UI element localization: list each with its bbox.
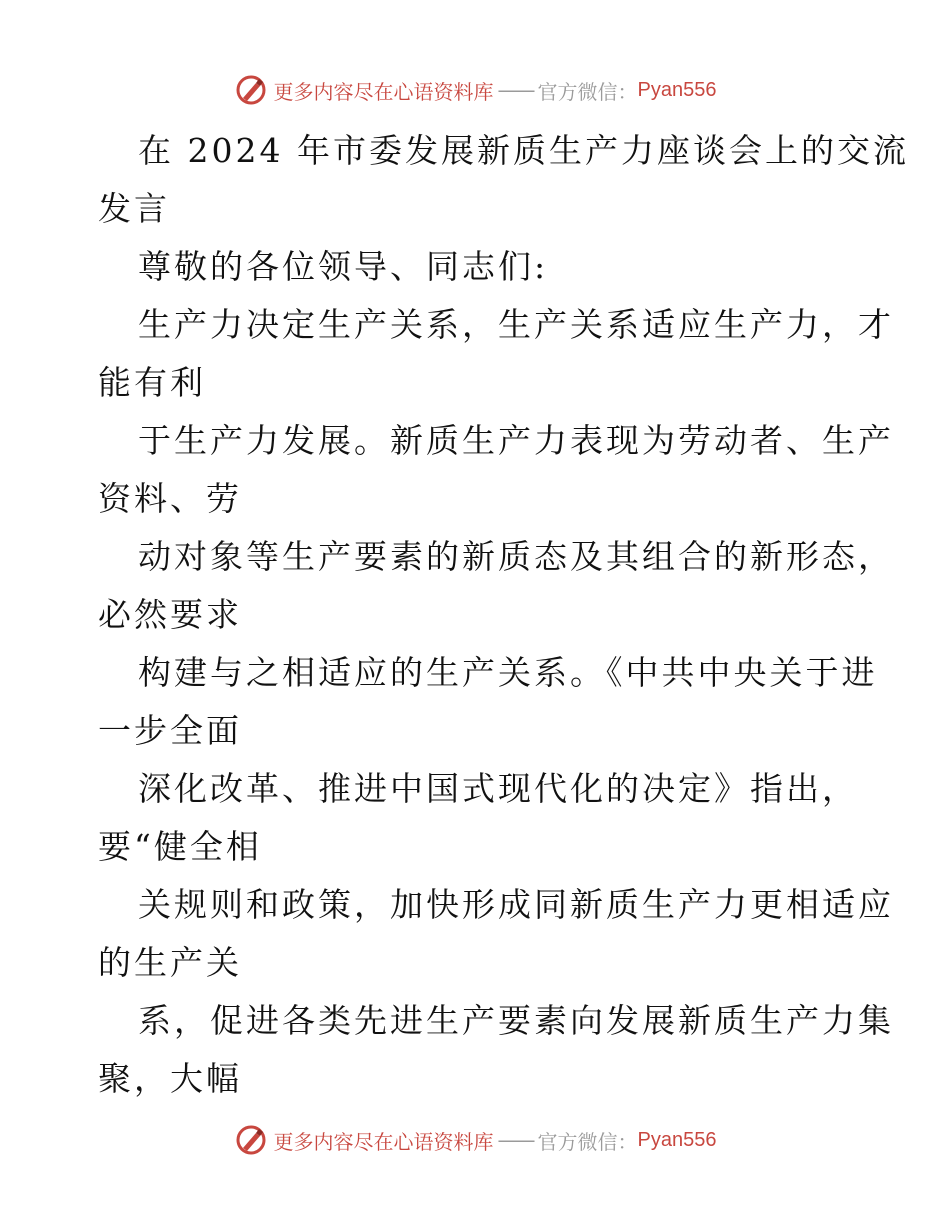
text-line: 要“健全相 [98,827,262,866]
wechat-label: 官方微信： [537,1129,638,1154]
text-line: 构建与之相适应的生产关系。《中共中央关于进 [138,653,878,692]
text-line: 深化改革、推进中国式现代化的决定》指出， [138,769,858,808]
pen-logo-icon [234,1123,268,1157]
wechat-id: Pyan556 [637,1128,717,1151]
banner-text: 更多内容尽在心语资料库 [273,1129,494,1154]
text-line: 的生产关 [98,943,242,982]
text-line: 系，促进各类先进生产要素向发展新质生产力集 [138,1001,894,1040]
text-line: 动对象等生产要素的新质态及其组合的新形态， [138,537,894,576]
text-line: 关规则和政策，加快形成同新质生产力更相适应 [138,885,894,924]
wechat-label: 官方微信： [537,79,638,104]
pen-logo-icon [234,73,268,107]
text-line: 在 2024 年市委发展新质生产力座谈会上的交流 [138,131,909,170]
text-line: 尊敬的各位领导、同志们: [138,247,549,286]
text-line: 能有利 [98,363,206,402]
text-line: 生产力决定生产关系，生产关系适应生产力，才 [138,305,894,344]
wechat-id: Pyan556 [637,78,717,101]
header-banner [0,70,950,110]
banner-separator: —— [497,78,534,102]
text-line: 发言 [98,189,170,228]
text-line: 聚，大幅 [98,1059,242,1098]
banner-text: 更多内容尽在心语资料库 [273,79,494,104]
text-line: 资料、劳 [98,479,242,518]
text-line: 于生产力发展。新质生产力表现为劳动者、生产 [138,421,894,460]
text-line: 一步全面 [98,711,242,750]
footer-banner [0,1120,950,1160]
banner-separator: —— [497,1128,534,1152]
text-line: 必然要求 [98,595,242,634]
document-body [98,122,909,1108]
